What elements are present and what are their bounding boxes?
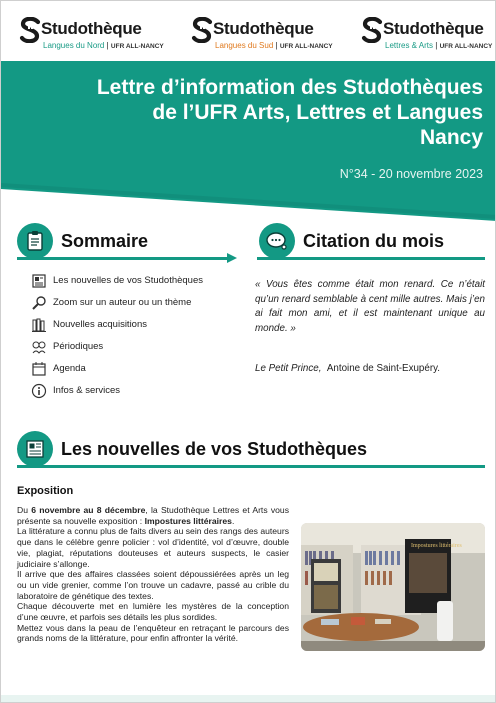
sommaire-item-infos[interactable] xyxy=(31,383,251,401)
sommaire-item-label: Périodiques xyxy=(53,341,104,352)
logo-ufr: UFR ALL-NANCY xyxy=(439,43,493,50)
magazines-icon xyxy=(31,339,47,355)
sommaire-item-label: Nouvelles acquisitions xyxy=(53,319,147,330)
exposition-paragraph: Mettez vous dans la peau de l’enquêteur en retraçant le parcours des grands noms de la littérature, pour enfin affronter la vérité. xyxy=(17,622,289,644)
sommaire-item-acquisitions[interactable] xyxy=(31,317,251,335)
rule-arrow-icon xyxy=(227,253,237,263)
poster-title: Impostures littéraires xyxy=(411,543,462,549)
text-run: Du xyxy=(17,505,32,515)
newsletter-title xyxy=(23,75,483,150)
exposition-paragraph: Chaque découverte met en lumière les mystères de la conception d’une œuvre, et parfois ses détails les plus sordides. xyxy=(17,601,289,623)
exposition-subhead: Exposition xyxy=(17,485,74,497)
speech-bubble-icon xyxy=(259,223,295,259)
sommaire-item-periodiques[interactable] xyxy=(31,339,251,357)
exposition-paragraph: La littérature a connu plus de faits divers au sein des rangs des auteurs que dans le célèbre genre policier : vol d’identité, vol d’œuvre, double vie, plagiat, réputations douteuses et auteurs suspects, le casier judiciaire s’allonge. xyxy=(17,526,289,569)
citation-title: Citation du mois xyxy=(303,231,444,251)
clipboard-icon xyxy=(17,223,53,259)
citation-work: Le Petit Prince, xyxy=(255,363,322,374)
logo-language: Langues du Nord xyxy=(43,41,105,50)
logo-language: Lettres & Arts xyxy=(385,41,434,50)
sommaire-item-label: Agenda xyxy=(53,363,86,374)
exposition-name: Impostures littéraires xyxy=(144,515,232,526)
nouvelles-title: Les nouvelles de vos Studothèques xyxy=(61,439,368,459)
citation-quote: « Vous êtes comme était mon renard. Ce n’était qu’un renard semblable à cent mille autres. Mais j’en ai fait mon ami, et il est maintenant unique au monde. » xyxy=(255,279,485,334)
logo-name: Studothèque xyxy=(383,19,484,38)
logo-subtitle: Lettres & Arts | UFR ALL-NANCY xyxy=(385,41,493,50)
newspaper-icon xyxy=(17,431,53,467)
sommaire-item-label: Zoom sur un auteur ou un thème xyxy=(53,297,192,308)
logo-name: Studothèque xyxy=(41,19,142,38)
sommaire-item-label: Les nouvelles de vos Studothèques xyxy=(53,275,203,286)
citation-author: Antoine de Saint-Exupéry. xyxy=(326,363,440,374)
header-banner xyxy=(1,61,496,221)
sommaire-title: Sommaire xyxy=(61,231,149,251)
issue-number: N°34 - 20 novembre 2023 xyxy=(339,167,483,181)
exposition-body xyxy=(17,505,289,644)
sommaire-item-zoom[interactable] xyxy=(31,295,251,313)
logo-subtitle: Langues du Sud | UFR ALL-NANCY xyxy=(215,41,333,50)
logo-ufr: UFR ALL-NANCY xyxy=(279,43,333,50)
exposition-paragraph: Il arrive que des affaires classées soient dépoussiérées après un leg ou un vide grenier, comme l’on trouve un cadavre, passé au crible du laboratoire de génétique des textes. xyxy=(17,569,289,601)
nouvelles-rule xyxy=(17,465,485,468)
exposition-dates: 6 novembre au 8 décembre xyxy=(31,505,146,515)
books-icon xyxy=(31,317,47,333)
text-run: . xyxy=(231,515,235,526)
studotheque-logo-mark-icon xyxy=(19,17,43,43)
sommaire-item-agenda[interactable] xyxy=(31,361,251,379)
text-run: , la Studothèque Lettres et Arts vous présente sa nouvelle exposition : xyxy=(17,505,290,526)
sommaire-item-label: Infos & services xyxy=(53,385,121,396)
logo-ufr: UFR ALL-NANCY xyxy=(110,43,164,50)
title-line: de l’UFR Arts, Lettres et Langues xyxy=(152,101,483,124)
studotheque-logo-mark-icon xyxy=(361,17,385,43)
logo-language: Langues du Sud xyxy=(215,41,274,50)
title-line: Lettre d’information des Studothèques xyxy=(96,76,483,99)
logo-bar xyxy=(1,15,496,61)
newspaper-icon xyxy=(31,273,47,289)
info-icon xyxy=(31,383,47,399)
logo-subtitle: Langues du Nord | UFR ALL-NANCY xyxy=(43,41,164,50)
calendar-icon xyxy=(31,361,47,377)
magnifier-icon xyxy=(31,295,47,311)
studotheque-logo-mark-icon xyxy=(191,17,215,43)
exposition-paragraph xyxy=(17,505,289,526)
footer-band xyxy=(1,695,496,703)
sommaire-rule xyxy=(17,257,231,260)
citation-attribution xyxy=(255,363,440,374)
title-line: Nancy xyxy=(419,126,483,149)
logo-name: Studothèque xyxy=(213,19,314,38)
sommaire-item-nouvelles[interactable] xyxy=(31,273,251,291)
exposition-photo xyxy=(301,523,485,651)
citation-rule xyxy=(257,257,485,260)
